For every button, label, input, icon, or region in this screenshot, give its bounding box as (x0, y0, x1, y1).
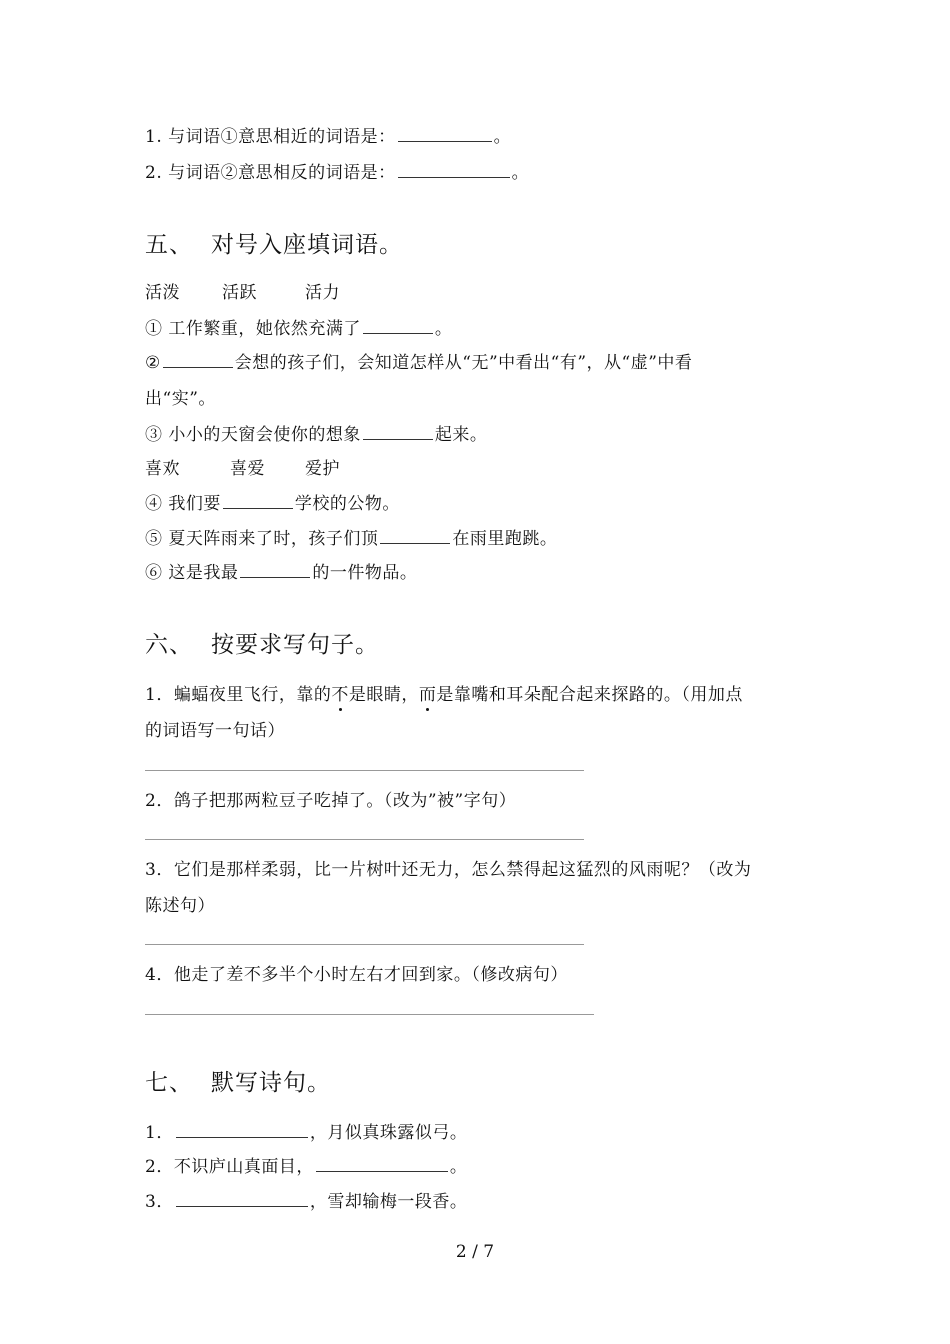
section-6-number: 六、 (145, 632, 193, 658)
s6-q1-cont: 的词语写一句话） (145, 721, 285, 741)
s6-q1 (145, 680, 743, 705)
word-option: 活泼 (145, 283, 180, 303)
section-7-number: 七、 (145, 1070, 193, 1096)
s5-item-3 (145, 420, 487, 445)
word-option: 活跃 (222, 283, 257, 303)
q4-line-2-text: 2. 与词语②意思相反的词语是： (145, 163, 396, 183)
s5-item-3-text: ③ 小小的天窗会使你的想象 (145, 425, 361, 445)
section-5-heading (145, 226, 403, 259)
s7-poem-3-num: 3． (145, 1192, 174, 1212)
answer-line[interactable] (145, 1014, 594, 1015)
answer-line[interactable] (145, 770, 584, 771)
answer-blank[interactable] (398, 140, 492, 142)
s5-item-3-end: 起来。 (434, 425, 488, 445)
s5-item-1 (145, 314, 452, 339)
s6-q1-text-a: 1．蝙蝠夜里飞行，靠的 (145, 685, 332, 705)
s5-item-1-text: ① 工作繁重，她依然充满了 (145, 319, 361, 339)
section-6-title: 按要求写句子。 (211, 632, 379, 658)
s5-item-5 (145, 524, 557, 549)
answer-blank[interactable] (240, 576, 310, 578)
s5-item-5-end: 在雨里跑跳。 (452, 529, 558, 549)
s6-q1-text-b: 是眼睛， (348, 685, 419, 705)
s7-poem-3-text: ，雪却输梅一段香。 (309, 1192, 468, 1212)
s5-item-2-num: ② (145, 353, 161, 373)
emphasis-dot-word: 而 (418, 685, 437, 705)
s6-q4: 4．他走了差不多半个小时左右才回到家。（修改病句） (145, 965, 568, 985)
s5-item-4-end: 学校的公物。 (294, 494, 400, 514)
section-6-heading (145, 626, 379, 659)
q4-line-1-end: 。 (493, 127, 512, 147)
s5-item-6 (145, 558, 417, 583)
answer-blank[interactable] (363, 332, 433, 334)
s7-poem-2-text: 2．不识庐山真面目， (145, 1157, 314, 1177)
s5-item-4 (145, 489, 400, 514)
s7-poem-3 (145, 1187, 467, 1212)
answer-line[interactable] (145, 839, 584, 840)
answer-blank[interactable] (363, 438, 433, 440)
answer-blank[interactable] (176, 1205, 308, 1207)
q4-line-2 (145, 158, 529, 183)
q4-line-2-end: 。 (511, 163, 530, 183)
s5-item-6-text: ⑥ 这是我最 (145, 563, 239, 583)
word-option: 喜欢 (145, 459, 180, 479)
answer-blank[interactable] (176, 1136, 308, 1138)
word-bank-2 (145, 454, 340, 479)
answer-blank[interactable] (223, 507, 293, 509)
s5-item-4-text: ④ 我们要 (145, 494, 221, 514)
answer-blank[interactable] (380, 542, 450, 544)
s5-item-5-text: ⑤ 夏天阵雨来了时，孩子们顶 (145, 529, 379, 549)
s7-poem-1-num: 1． (145, 1123, 174, 1143)
section-7-title: 默写诗句。 (211, 1070, 331, 1096)
q4-line-1 (145, 122, 511, 147)
q4-line-1-text: 1. 与词语①意思相近的词语是： (145, 127, 396, 147)
s7-poem-2-end: 。 (449, 1157, 468, 1177)
s7-poem-1-text: ，月似真珠露似弓。 (309, 1123, 468, 1143)
word-option: 活力 (305, 283, 340, 303)
word-option: 喜爱 (230, 459, 265, 479)
s5-item-2 (145, 348, 692, 373)
section-5-number: 五、 (145, 232, 193, 258)
page-number: 2 / 7 (455, 1242, 495, 1262)
s6-q2: 2．鸽子把那两粒豆子吃掉了。（改为”被”字句） (145, 791, 517, 811)
s5-item-2-cont: 出“实”。 (145, 389, 216, 409)
s5-item-1-end: 。 (434, 319, 453, 339)
emphasis-dot-word: 不 (331, 685, 349, 705)
answer-line[interactable] (145, 944, 584, 945)
word-bank-1 (145, 278, 340, 303)
answer-blank[interactable] (163, 366, 233, 368)
s7-poem-2 (145, 1152, 467, 1177)
s5-item-6-end: 的一件物品。 (312, 563, 418, 583)
s6-q3: 3．它们是那样柔弱，比一片树叶还无力，怎么禁得起这猛烈的风雨呢？（改为 (145, 860, 752, 880)
s6-q1-text-c: 是靠嘴和耳朵配合起来探路的。（用加点 (436, 685, 743, 705)
s7-poem-1 (145, 1118, 467, 1143)
s5-item-2-text: 会想的孩子们，会知道怎样从“无”中看出“有”，从“虚”中看 (234, 353, 693, 373)
answer-blank[interactable] (398, 176, 510, 178)
section-5-title: 对号入座填词语。 (211, 232, 403, 258)
s6-q3-cont: 陈述句） (145, 896, 215, 916)
section-7-heading (145, 1064, 331, 1097)
answer-blank[interactable] (316, 1170, 448, 1172)
word-option: 爱护 (305, 459, 340, 479)
